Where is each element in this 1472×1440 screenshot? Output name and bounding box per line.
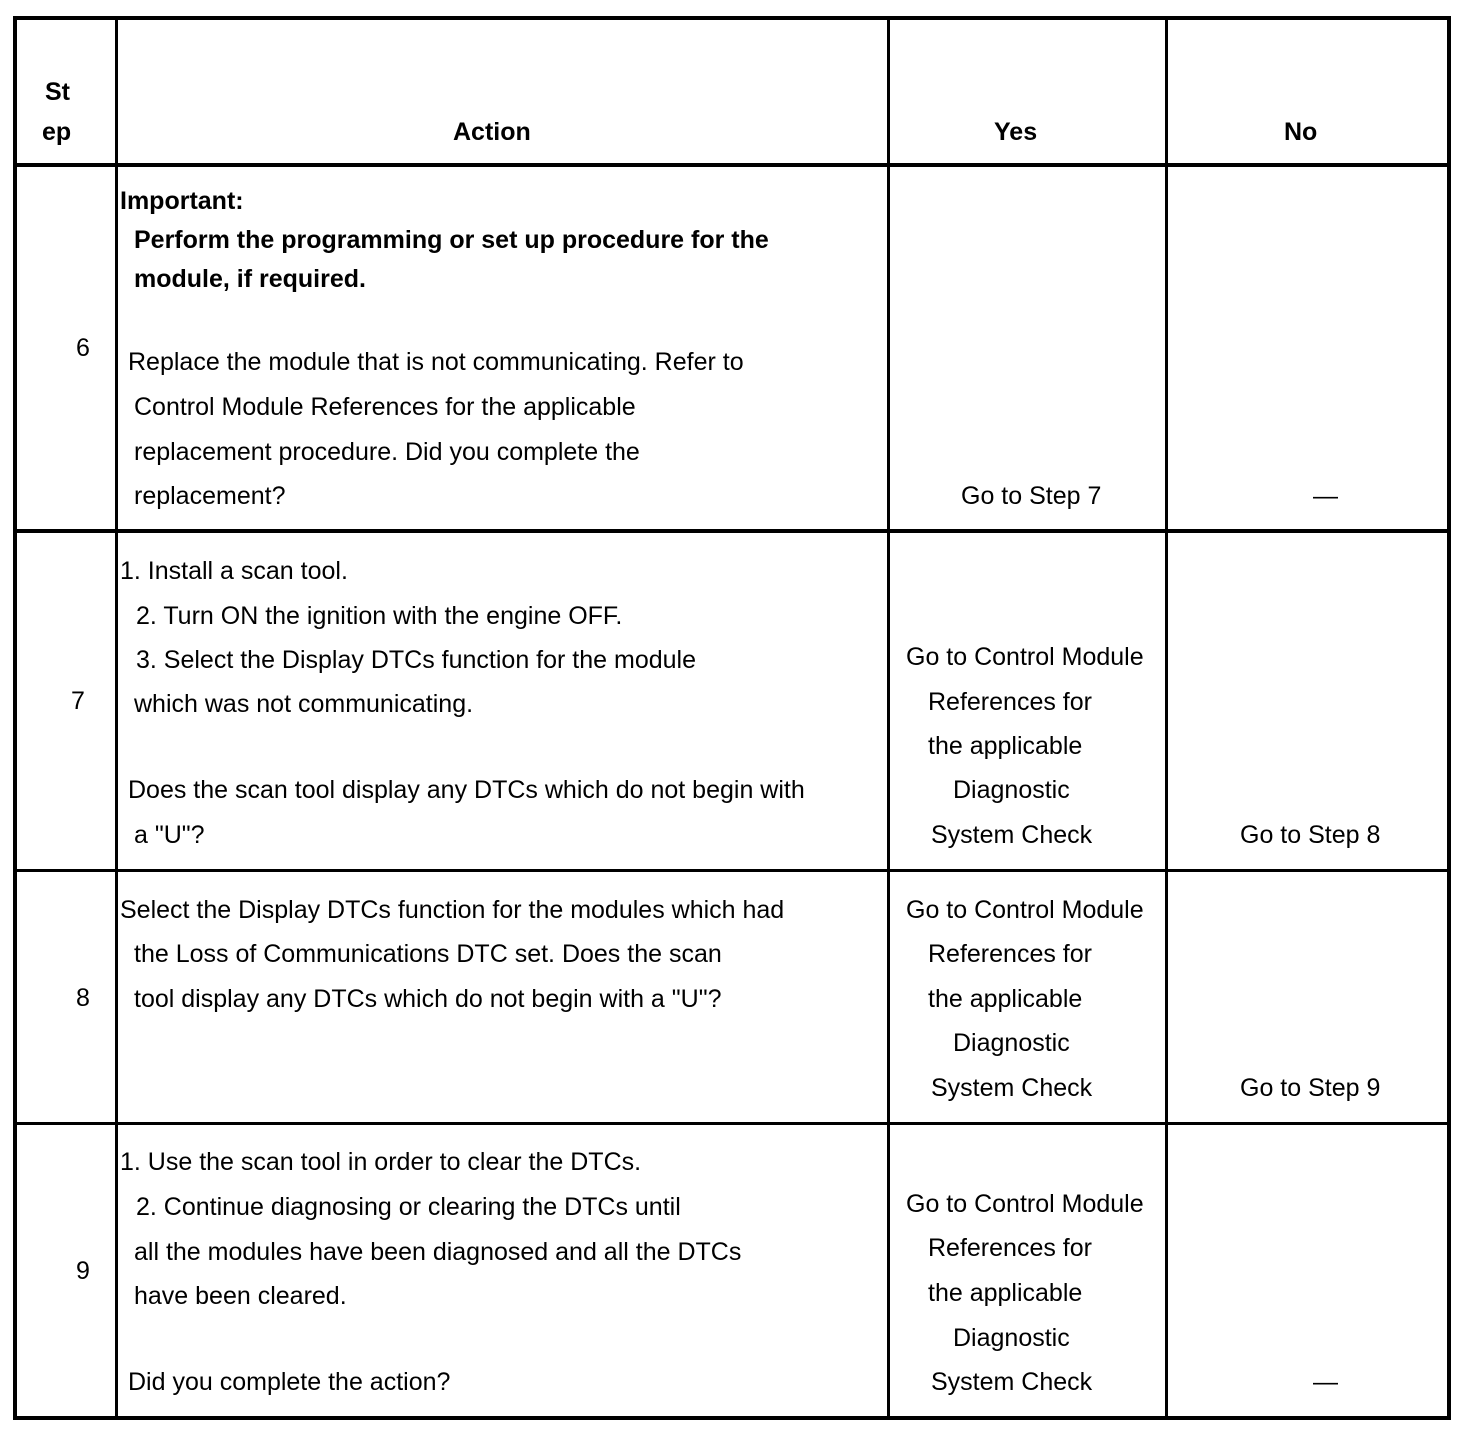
header-step-label: St xyxy=(45,78,70,106)
table-border-top xyxy=(13,16,1451,20)
table-border-left xyxy=(13,16,17,1420)
action-text-line: replacement procedure. Did you complete the xyxy=(134,438,640,466)
step-number: 6 xyxy=(76,334,90,362)
action-text-line: 2. Turn ON the ignition with the engine OFF. xyxy=(136,602,623,630)
action-text-line: Replace the module that is not communicating. Refer to xyxy=(128,348,744,376)
yes-outcome-line: Go to Control Module xyxy=(906,643,1144,671)
no-outcome: — xyxy=(1313,1368,1338,1396)
column-divider xyxy=(115,16,118,1420)
yes-outcome-line: the applicable xyxy=(928,1279,1083,1307)
action-text-line: Select the Display DTCs function for the modules which had xyxy=(120,896,785,924)
action-text-line: all the modules have been diagnosed and all the DTCs xyxy=(134,1238,742,1266)
yes-outcome-line: System Check xyxy=(931,821,1093,849)
step-number: 7 xyxy=(71,687,85,715)
yes-outcome-line: Go to Control Module xyxy=(906,1190,1144,1218)
column-divider xyxy=(887,16,890,1420)
action-text-line: tool display any DTCs which do not begin with a "U"? xyxy=(134,985,722,1013)
action-text-line: 3. Select the Display DTCs function for the module xyxy=(136,646,696,674)
yes-outcome-line: References for xyxy=(928,940,1092,968)
header-action-label: Action xyxy=(453,118,531,146)
table-border-bottom xyxy=(13,1416,1451,1420)
action-text-line: 1. Use the scan tool in order to clear the DTCs. xyxy=(120,1148,642,1176)
row-divider xyxy=(13,869,1451,872)
header-divider xyxy=(13,163,1451,167)
action-text-line: Does the scan tool display any DTCs which do not begin with xyxy=(128,776,805,804)
action-text-line: have been cleared. xyxy=(134,1282,347,1310)
yes-outcome-line: System Check xyxy=(931,1074,1093,1102)
header-step-label: ep xyxy=(42,118,72,146)
important-note-line: Perform the programming or set up procedure for the xyxy=(134,226,769,254)
action-text-line: a "U"? xyxy=(134,821,205,849)
action-text-line: 2. Continue diagnosing or clearing the DTCs until xyxy=(136,1193,681,1221)
yes-outcome-line: References for xyxy=(928,688,1092,716)
no-outcome: Go to Step 8 xyxy=(1240,821,1381,849)
action-text-line: Control Module References for the applicable xyxy=(134,393,636,421)
step-number: 8 xyxy=(76,984,90,1012)
no-outcome: — xyxy=(1313,482,1338,510)
step-number: 9 xyxy=(76,1257,90,1285)
header-yes-label: Yes xyxy=(994,118,1038,146)
yes-outcome-line: the applicable xyxy=(928,732,1083,760)
column-divider xyxy=(1165,16,1168,1420)
important-note-line: module, if required. xyxy=(134,265,366,293)
row-divider xyxy=(13,1122,1451,1125)
header-no-label: No xyxy=(1284,118,1318,146)
yes-outcome-line: Diagnostic xyxy=(953,1324,1070,1352)
action-text-line: 1. Install a scan tool. xyxy=(120,557,348,585)
important-label: Important: xyxy=(120,187,244,215)
yes-outcome-line: Go to Control Module xyxy=(906,896,1144,924)
yes-outcome-line: the applicable xyxy=(928,985,1083,1013)
yes-outcome: Go to Step 7 xyxy=(961,482,1102,510)
action-text-line: replacement? xyxy=(134,482,286,510)
yes-outcome-line: Diagnostic xyxy=(953,776,1070,804)
row-divider xyxy=(13,529,1451,533)
action-text-line: which was not communicating. xyxy=(134,690,474,718)
yes-outcome-line: References for xyxy=(928,1234,1092,1262)
yes-outcome-line: System Check xyxy=(931,1368,1093,1396)
yes-outcome-line: Diagnostic xyxy=(953,1029,1070,1057)
table-border-right xyxy=(1447,16,1451,1420)
action-text-line: the Loss of Communications DTC set. Does the scan xyxy=(134,940,722,968)
action-text-line: Did you complete the action? xyxy=(128,1368,451,1396)
no-outcome: Go to Step 9 xyxy=(1240,1074,1381,1102)
